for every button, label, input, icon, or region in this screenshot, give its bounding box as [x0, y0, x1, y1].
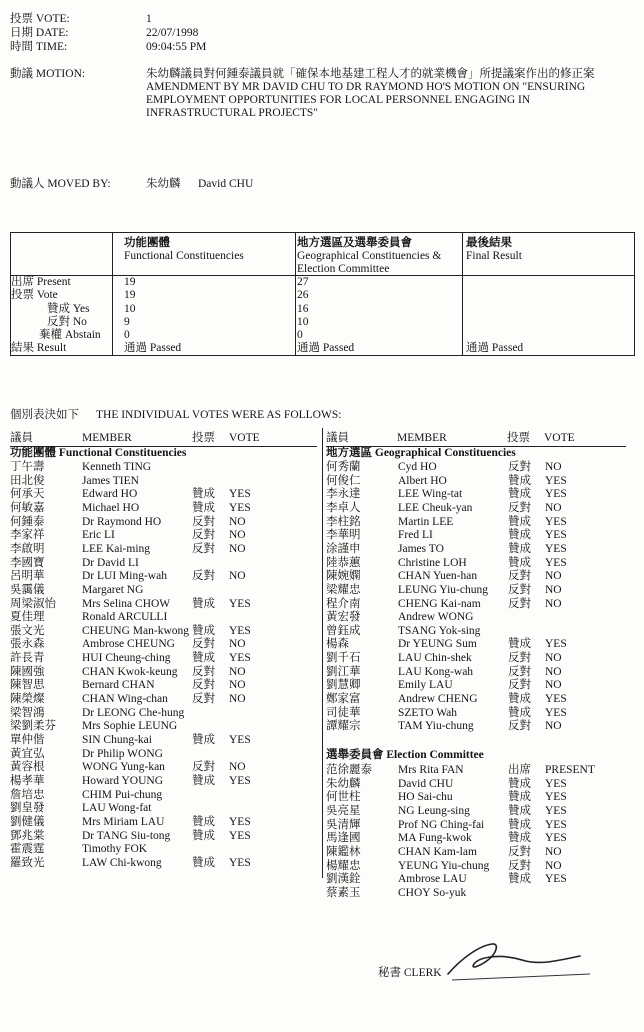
- vote-zh: 反對: [508, 679, 531, 692]
- member-name-zh: 周梁淑怡: [10, 597, 56, 610]
- vote-zh: 贊成: [192, 856, 215, 869]
- member-name-zh: 楊耀忠: [326, 859, 361, 872]
- member-name-zh: 何俊仁: [326, 474, 361, 487]
- row-fc-yes: 10: [124, 303, 136, 315]
- vote-label: 投票 VOTE:: [10, 13, 70, 25]
- vote-en: YES: [545, 706, 567, 719]
- member-name-zh: 陳鑑林: [326, 845, 361, 858]
- row-final-result: 通過 Passed: [466, 342, 524, 354]
- member-name-zh: 吳亮星: [326, 804, 361, 817]
- row-gc-no: 10: [297, 316, 309, 328]
- member-name-en: LEE Wing-tat: [398, 488, 463, 501]
- vote-zh: 反對: [508, 597, 531, 610]
- row-gc-result: 通過 Passed: [297, 342, 355, 354]
- vote-zh: 贊成: [508, 488, 531, 501]
- member-name-zh: 吳靄儀: [10, 583, 45, 596]
- member-name-en: James TO: [398, 542, 444, 555]
- member-name-en: Prof NG Ching-fai: [398, 818, 485, 831]
- member-name-en: Dr Philip WONG: [82, 747, 163, 760]
- member-name-en: Dr YEUNG Sum: [398, 638, 477, 651]
- member-name-en: CHENG Kai-nam: [398, 597, 481, 610]
- vote-en: PRESENT: [545, 764, 595, 776]
- vote-en: YES: [229, 734, 251, 746]
- vote-en: NO: [545, 652, 562, 665]
- vote-en: YES: [229, 774, 251, 787]
- vote-zh: 贊成: [192, 501, 215, 514]
- member-name-en: Fred LI: [398, 529, 433, 542]
- col-final-en: Final Result: [466, 250, 522, 262]
- vote-zh: 贊成: [508, 791, 531, 804]
- vote-zh: 反對: [192, 515, 215, 528]
- gc-section-title: 地方選區 Geographical Constituencies: [326, 447, 516, 459]
- member-name-en: Mrs Rita FAN: [398, 764, 464, 776]
- vote-en: NO: [545, 583, 562, 596]
- member-name-zh: 黃容根: [10, 761, 45, 774]
- vote-zh: 贊成: [192, 597, 215, 610]
- vote-en: NO: [229, 693, 246, 706]
- member-name-zh: 李華明: [326, 529, 361, 542]
- member-name-en: Cyd HO: [398, 461, 437, 473]
- vote-en: YES: [229, 856, 251, 869]
- member-name-en: Eric LI: [82, 529, 115, 542]
- vote-zh: 贊成: [192, 829, 215, 842]
- member-name-zh: 曾鈺成: [326, 624, 361, 637]
- member-name-zh: 羅致光: [10, 856, 45, 869]
- member-name-zh: 黃宏發: [326, 611, 361, 624]
- member-name-en: SZETO Wah: [398, 706, 458, 719]
- motion-zh: 朱幼麟議員對何鍾泰議員就「確保本地基建工程人才的就業機會」所提議案作出的修正案: [146, 68, 595, 80]
- vote-zh: 反對: [192, 570, 215, 583]
- vote-zh: 反對: [192, 542, 215, 555]
- vote-zh: 贊成: [508, 515, 531, 528]
- vote-en: NO: [545, 501, 562, 514]
- vote-zh: 反對: [192, 638, 215, 651]
- member-name-zh: 李啟明: [10, 542, 45, 555]
- row-fc-present: 19: [124, 276, 136, 288]
- member-name-en: MA Fung-kwok: [398, 832, 472, 845]
- vote-en: NO: [545, 679, 562, 692]
- member-name-zh: 梁耀忠: [326, 583, 361, 596]
- vote-en: NO: [229, 570, 246, 583]
- vote-en: NO: [545, 665, 562, 678]
- motion-text: [146, 68, 636, 120]
- vote-value: 1: [146, 13, 152, 25]
- vote-en: YES: [229, 501, 251, 514]
- row-fc-result: 通過 Passed: [124, 342, 182, 354]
- member-name-zh: 梁劉柔芬: [10, 720, 56, 733]
- vote-en: YES: [229, 829, 251, 842]
- column-divider: [322, 428, 323, 878]
- col-member-en-right: MEMBER: [397, 432, 447, 444]
- member-name-en: LAU Chin-shek: [398, 652, 472, 665]
- member-name-en: Dr LUI Ming-wah: [82, 570, 167, 583]
- member-name-en: Andrew WONG: [398, 611, 474, 624]
- member-name-en: CHAN Kam-lam: [398, 845, 477, 858]
- vote-zh: 贊成: [508, 556, 531, 569]
- member-name-zh: 吳清輝: [326, 818, 361, 831]
- member-name-en: LAU Wong-fat: [82, 802, 152, 815]
- member-name-zh: 鄭家富: [326, 693, 361, 706]
- vote-zh: 贊成: [192, 774, 215, 787]
- member-name-en: Emily LAU: [398, 679, 453, 692]
- vote-zh: 贊成: [192, 488, 215, 501]
- member-name-zh: 陳婉嫻: [326, 570, 361, 583]
- member-name-zh: 譚耀宗: [326, 720, 361, 733]
- intro-en: THE INDIVIDUAL VOTES WERE AS FOLLOWS:: [96, 409, 342, 421]
- member-name-en: Timothy FOK: [82, 843, 148, 856]
- member-name-en: Martin LEE: [398, 515, 454, 528]
- vote-zh: 贊成: [192, 652, 215, 665]
- row-label-no: 反對 No: [47, 316, 87, 328]
- member-name-en: Edward HO: [82, 488, 138, 501]
- member-name-en: Ambrose LAU: [398, 873, 467, 886]
- vote-zh: 贊成: [508, 474, 531, 487]
- vote-en: YES: [229, 597, 251, 610]
- member-name-zh: 何秀蘭: [326, 461, 361, 473]
- member-name-en: Mrs Miriam LAU: [82, 815, 165, 828]
- member-name-zh: 單仲偕: [10, 734, 45, 746]
- row-gc-yes: 16: [297, 303, 309, 315]
- member-name-zh: 丁午壽: [10, 461, 45, 473]
- vote-zh: 反對: [192, 693, 215, 706]
- vote-en: NO: [229, 679, 246, 692]
- time-value: 09:04:55 PM: [146, 41, 207, 53]
- vote-zh: 贊成: [508, 804, 531, 817]
- col-vote-en-left: VOTE: [229, 432, 260, 444]
- moved-by-label: 動議人 MOVED BY:: [10, 178, 111, 190]
- moved-by-en: David CHU: [198, 178, 254, 190]
- member-name-zh: 程介南: [326, 597, 361, 610]
- vote-en: YES: [545, 777, 567, 790]
- member-name-zh: 田北俊: [10, 474, 45, 487]
- vote-zh: 反對: [508, 570, 531, 583]
- vote-en: YES: [545, 804, 567, 817]
- member-name-en: Albert HO: [398, 474, 447, 487]
- member-name-en: Andrew CHENG: [398, 693, 478, 706]
- member-name-zh: 何承天: [10, 488, 45, 501]
- member-name-zh: 李家祥: [10, 529, 45, 542]
- col-vote-zh-left: 投票: [192, 432, 215, 444]
- member-name-zh: 何鍾泰: [10, 515, 45, 528]
- member-name-en: TAM Yiu-chung: [398, 720, 474, 733]
- col-member-zh-left: 議員: [10, 432, 33, 444]
- member-name-en: NG Leung-sing: [398, 804, 470, 817]
- vote-en: NO: [229, 529, 246, 542]
- vote-en: YES: [545, 474, 567, 487]
- member-name-zh: 詹培忠: [10, 788, 45, 801]
- vote-en: YES: [545, 693, 567, 706]
- col-member-en-left: MEMBER: [82, 432, 132, 444]
- vote-zh: 贊成: [508, 706, 531, 719]
- col-vote-en-right: VOTE: [544, 432, 575, 444]
- member-name-zh: 劉健儀: [10, 815, 45, 828]
- vote-en: NO: [545, 461, 562, 473]
- intro-zh: 個別表決如下: [10, 409, 79, 421]
- row-label-abstain: 棄權 Abstain: [39, 329, 101, 341]
- col-geographical: [297, 237, 462, 276]
- row-fc-no: 9: [124, 316, 130, 328]
- member-name-en: Ronald ARCULLI: [82, 611, 168, 624]
- fc-section-title: 功能團體 Functional Constituencies: [10, 447, 187, 459]
- summary-table: [10, 232, 635, 356]
- member-name-en: Bernard CHAN: [82, 679, 155, 692]
- member-name-zh: 劉皇發: [10, 802, 45, 815]
- member-name-en: CHAN Wing-chan: [82, 693, 168, 706]
- member-name-zh: 鄧兆棠: [10, 829, 45, 842]
- clerk-signature-icon: [430, 930, 600, 990]
- vote-zh: 贊成: [508, 777, 531, 790]
- vote-en: YES: [545, 515, 567, 528]
- vote-zh: 贊成: [508, 638, 531, 651]
- vote-zh: 反對: [508, 665, 531, 678]
- vote-en: YES: [545, 638, 567, 651]
- member-name-en: YEUNG Yiu-chung: [398, 859, 490, 872]
- vote-zh: 出席: [508, 764, 531, 776]
- vote-zh: 反對: [192, 529, 215, 542]
- col-functional-en: Functional Constituencies: [124, 250, 244, 262]
- member-name-en: Ambrose CHEUNG: [82, 638, 175, 651]
- member-name-en: LAW Chi-kwong: [82, 856, 162, 869]
- vote-en: YES: [545, 542, 567, 555]
- table-divider: [295, 233, 296, 355]
- vote-zh: 贊成: [508, 693, 531, 706]
- member-name-zh: 司徒華: [326, 706, 361, 719]
- member-name-en: Dr David LI: [82, 556, 139, 569]
- member-name-zh: 李卓人: [326, 501, 361, 514]
- vote-en: NO: [229, 638, 246, 651]
- member-name-en: CHIM Pui-chung: [82, 788, 163, 801]
- vote-en: NO: [545, 859, 562, 872]
- col-geographical-en: Geographical Constituencies & Election Committee: [297, 250, 442, 275]
- vote-en: NO: [545, 845, 562, 858]
- member-name-en: Dr Raymond HO: [82, 515, 162, 528]
- row-label-yes: 贊成 Yes: [47, 303, 90, 315]
- vote-zh: 贊成: [192, 815, 215, 828]
- row-label-present: 出席 Present: [11, 276, 71, 288]
- vote-en: YES: [229, 488, 251, 501]
- col-member-zh-right: 議員: [326, 432, 349, 444]
- row-fc-vote: 19: [124, 289, 136, 301]
- vote-en: NO: [545, 570, 562, 583]
- col-final-zh: 最後結果: [466, 237, 512, 249]
- vote-en: YES: [545, 818, 567, 831]
- date-label: 日期 DATE:: [10, 27, 69, 39]
- member-name-zh: 霍震霆: [10, 843, 45, 856]
- vote-zh: 贊成: [192, 624, 215, 637]
- member-name-zh: 蔡素玉: [326, 886, 361, 899]
- vote-en: YES: [545, 832, 567, 845]
- member-name-en: James TIEN: [82, 474, 139, 487]
- member-name-en: Howard YOUNG: [82, 774, 164, 787]
- moved-by-zh: 朱幼麟: [146, 178, 181, 190]
- vote-en: YES: [229, 652, 251, 665]
- member-name-zh: 涂謹申: [326, 542, 361, 555]
- row-label-vote: 投票 Vote: [11, 289, 58, 301]
- vote-zh: 反對: [192, 665, 215, 678]
- member-name-zh: 楊森: [326, 638, 349, 651]
- member-name-zh: 黃宜弘: [10, 747, 45, 760]
- col-functional-zh: 功能團體: [124, 237, 170, 249]
- member-name-en: Mrs Sophie LEUNG: [82, 720, 178, 733]
- member-name-en: Dr LEONG Che-hung: [82, 706, 185, 719]
- row-gc-abstain: 0: [297, 329, 303, 341]
- member-name-zh: 李國寶: [10, 556, 45, 569]
- member-name-zh: 梁智鴻: [10, 706, 45, 719]
- vote-zh: 贊成: [508, 542, 531, 555]
- member-name-en: Margaret NG: [82, 583, 144, 596]
- vote-zh: 贊成: [508, 818, 531, 831]
- member-name-en: Kenneth TING: [82, 461, 152, 473]
- member-name-en: HO Sai-chu: [398, 791, 453, 804]
- vote-en: NO: [545, 720, 562, 733]
- member-name-zh: 劉漢銓: [326, 873, 361, 886]
- row-gc-present: 27: [297, 276, 309, 288]
- time-label: 時間 TIME:: [10, 41, 68, 53]
- vote-en: YES: [545, 529, 567, 542]
- vote-en: YES: [545, 791, 567, 804]
- table-divider: [462, 233, 463, 355]
- vote-zh: 反對: [508, 652, 531, 665]
- col-functional: [124, 237, 294, 263]
- vote-zh: 反對: [508, 720, 531, 733]
- member-name-en: CHEUNG Man-kwong: [82, 624, 190, 637]
- vote-en: NO: [229, 542, 246, 555]
- member-name-zh: 許長青: [10, 652, 45, 665]
- member-name-en: LEE Kai-ming: [82, 542, 151, 555]
- vote-zh: 反對: [508, 583, 531, 596]
- vote-zh: 贊成: [508, 832, 531, 845]
- vote-en: NO: [229, 515, 246, 528]
- vote-en: NO: [229, 665, 246, 678]
- member-name-en: HUI Cheung-ching: [82, 652, 171, 665]
- member-name-en: Michael HO: [82, 501, 140, 514]
- member-name-zh: 陳榮燦: [10, 693, 45, 706]
- row-label-result: 結果 Result: [11, 342, 67, 354]
- row-fc-abstain: 0: [124, 329, 130, 341]
- member-name-en: CHAN Kwok-keung: [82, 665, 178, 678]
- vote-en: YES: [545, 873, 567, 886]
- vote-zh: 贊成: [508, 529, 531, 542]
- vote-en: NO: [545, 597, 562, 610]
- member-name-zh: 張文光: [10, 624, 45, 637]
- col-vote-zh-right: 投票: [507, 432, 530, 444]
- member-name-zh: 張永森: [10, 638, 45, 651]
- vote-zh: 反對: [192, 761, 215, 774]
- vote-zh: 反對: [508, 461, 531, 473]
- member-name-zh: 朱幼麟: [326, 777, 361, 790]
- member-name-zh: 劉千石: [326, 652, 361, 665]
- member-name-zh: 何世柱: [326, 791, 361, 804]
- member-name-zh: 馬逢國: [326, 832, 361, 845]
- member-name-zh: 楊孝華: [10, 774, 45, 787]
- ec-section-title: 選舉委員會 Election Committee: [326, 749, 484, 761]
- vote-zh: 反對: [192, 679, 215, 692]
- member-name-en: Mrs Selina CHOW: [82, 597, 171, 610]
- table-divider: [112, 233, 113, 355]
- member-name-en: WONG Yung-kan: [82, 761, 165, 774]
- member-name-zh: 范徐麗泰: [326, 764, 372, 776]
- member-name-zh: 劉江華: [326, 665, 361, 678]
- date-value: 22/07/1998: [146, 27, 199, 39]
- member-name-zh: 呂明華: [10, 570, 45, 583]
- col-final: [466, 237, 631, 263]
- member-name-zh: 陳國強: [10, 665, 45, 678]
- member-name-en: LEUNG Yiu-chung: [398, 583, 488, 596]
- member-name-en: TSANG Yok-sing: [398, 624, 481, 637]
- vote-zh: 反對: [508, 845, 531, 858]
- vote-en: YES: [545, 488, 567, 501]
- member-name-en: CHAN Yuen-han: [398, 570, 478, 583]
- col-geographical-zh: 地方選區及選舉委員會: [297, 237, 412, 249]
- vote-zh: 贊成: [192, 734, 215, 746]
- clerk-label: 秘書 CLERK: [378, 967, 442, 979]
- member-name-en: Christine LOH: [398, 556, 467, 569]
- vote-zh: 反對: [508, 501, 531, 514]
- member-name-en: Dr TANG Siu-tong: [82, 829, 171, 842]
- member-name-zh: 陸恭蕙: [326, 556, 361, 569]
- member-name-en: LEE Cheuk-yan: [398, 501, 473, 514]
- member-name-zh: 何敏嘉: [10, 501, 45, 514]
- motion-label: 動議 MOTION:: [10, 68, 86, 80]
- motion-en: AMENDMENT BY MR DAVID CHU TO DR RAYMOND HO'S MOTION ON "ENSURING EMPLOYMENT OPPORTUNITIES FOR LOCAL PERSONNEL ENGAGING IN INFRASTRUCTURAL PROJECTS": [146, 81, 586, 119]
- row-gc-vote: 26: [297, 289, 309, 301]
- member-name-zh: 劉慧卿: [326, 679, 361, 692]
- vote-en: YES: [229, 624, 251, 637]
- vote-zh: 贊成: [508, 873, 531, 886]
- member-name-en: David CHU: [398, 777, 454, 790]
- member-name-en: CHOY So-yuk: [398, 886, 467, 899]
- member-name-en: LAU Kong-wah: [398, 665, 474, 678]
- member-name-zh: 陳智思: [10, 679, 45, 692]
- member-name-zh: 夏佳理: [10, 611, 45, 624]
- vote-en: YES: [545, 556, 567, 569]
- member-name-en: SIN Chung-kai: [82, 734, 152, 746]
- vote-en: NO: [229, 761, 246, 774]
- member-name-zh: 李永達: [326, 488, 361, 501]
- member-name-zh: 李柱銘: [326, 515, 361, 528]
- vote-en: YES: [229, 815, 251, 828]
- vote-zh: 反對: [508, 859, 531, 872]
